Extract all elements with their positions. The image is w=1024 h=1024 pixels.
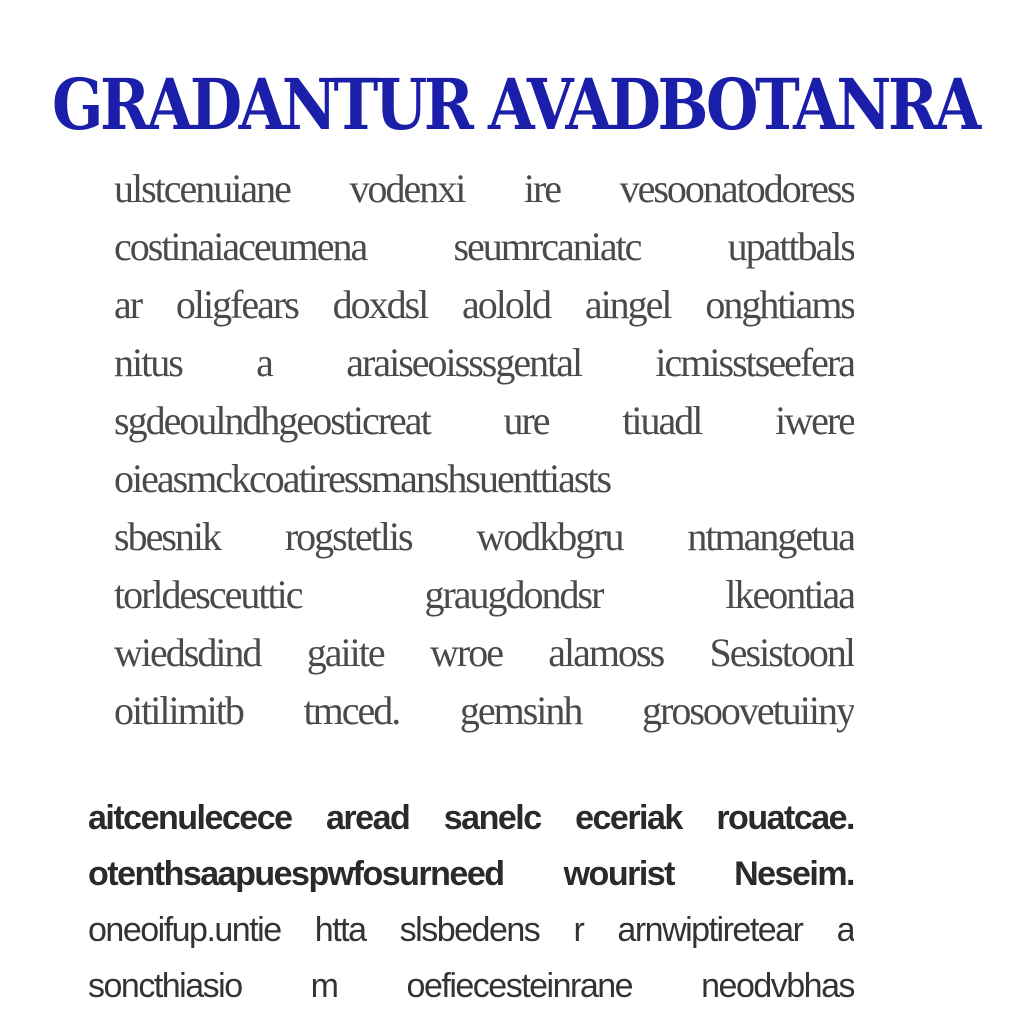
footer-line: oneoifup.untie htta slsbedens r arnwiptiretear a — [88, 911, 854, 949]
body-line: sbesnik rogstetlis wodkbgru ntmangetua — [114, 514, 854, 559]
document-title: GRADANTUR AVADBOTANRA — [52, 63, 978, 146]
body-line: oitilimitb tmced. gemsinh grosoovetuiiny — [114, 688, 854, 733]
body-line: ar oligfears doxdsl aolold aingel onghtiams — [114, 282, 854, 327]
body-line: sgdeoulndhgeosticreat ure tiuadl iwere — [114, 398, 854, 443]
footer-line: aitcenulecece aread sanelc eceriak rouatcae. — [88, 799, 854, 837]
body-line: ulstcenuiane vodenxi ire vesoonatodoress — [114, 166, 854, 211]
footer-line: soncthiasio m oefiecesteinrane neodvbhas — [88, 967, 854, 1005]
body-line: costinaiaceumena seumrcaniatc upattbals — [114, 224, 854, 269]
footer-line: otenthsaapuespwfosurneed wourist Neseim. — [88, 855, 854, 893]
body-paragraph — [114, 160, 854, 740]
footer-paragraph — [88, 790, 854, 1014]
body-line: oieasmckcoatiressmanshsuenttiasts — [114, 456, 611, 501]
body-line: torldesceuttic graugdondsr lkeontiaa — [114, 572, 854, 617]
body-line: nitus a araiseoisssgental icmisstseefera — [114, 340, 854, 385]
body-line: wiedsdind gaiite wroe alamoss Sesistoonl — [114, 630, 854, 675]
